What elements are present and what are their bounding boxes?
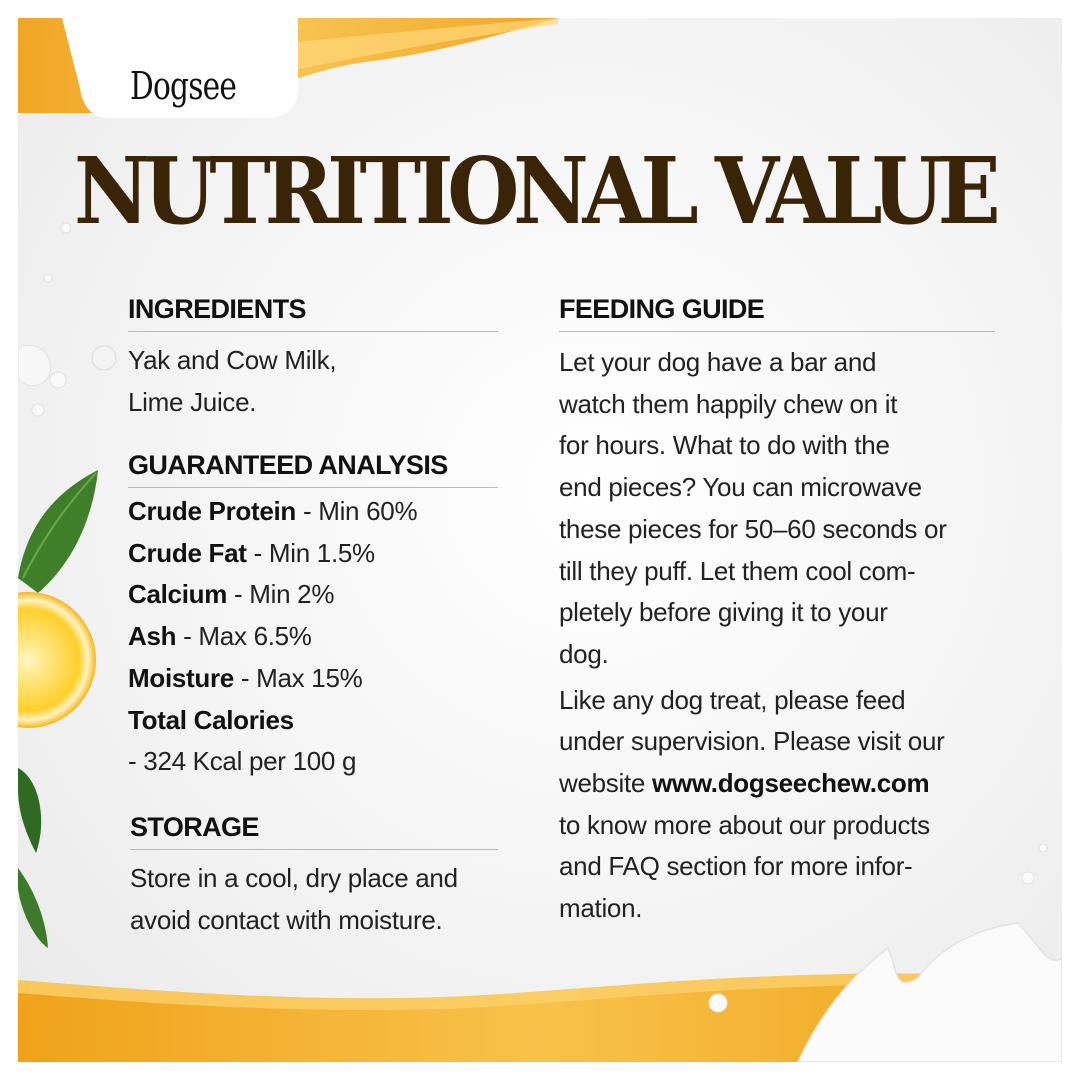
- feeding-line: pletely before giving it to your: [559, 597, 888, 628]
- feeding-line: watch them happily chew on it: [559, 388, 898, 419]
- analysis-label: Moisture: [128, 662, 234, 693]
- feeding-section: [559, 294, 995, 930]
- analysis-label: Crude Protein: [128, 496, 297, 526]
- storage-line: Store in a cool, dry place and: [130, 863, 458, 893]
- feeding-line: dog.: [559, 638, 609, 669]
- ingredients-text: [128, 340, 498, 423]
- feeding-line: end pieces? You can microwave: [559, 472, 922, 503]
- feeding-line: mation.: [559, 893, 643, 924]
- analysis-section: [128, 450, 498, 783]
- storage-section: [130, 812, 498, 941]
- ingredients-section: [128, 294, 498, 423]
- page-title: NUTRITIONAL VALUE: [74, 137, 995, 245]
- nutrition-card: [18, 18, 1062, 1062]
- analysis-value: - Min 2%: [227, 579, 335, 610]
- lemon-leaf-icon: [18, 470, 98, 593]
- analysis-value: - Min 60%: [296, 496, 418, 526]
- website-prefix: website: [559, 768, 652, 799]
- analysis-row: [128, 574, 498, 616]
- analysis-label: Crude Fat: [128, 537, 247, 568]
- calories-label: Total Calories: [128, 704, 294, 735]
- feeding-line: and FAQ section for more infor-: [559, 851, 913, 882]
- feeding-paragraph-1: [559, 342, 995, 676]
- analysis-row: [128, 616, 498, 658]
- analysis-value: - Max 15%: [233, 662, 363, 693]
- analysis-label: Calcium: [128, 579, 228, 610]
- feeding-line: [559, 763, 995, 805]
- analysis-row: [128, 533, 498, 575]
- analysis-value: - Min 1.5%: [246, 537, 375, 568]
- analysis-label: Ash: [128, 621, 177, 652]
- ingredients-line: Lime Juice.: [128, 386, 257, 417]
- feeding-line: these pieces for 50–60 seconds or: [559, 513, 947, 544]
- brand-logo: Dogsee: [130, 64, 237, 108]
- analysis-list: [128, 491, 498, 783]
- analysis-value: - Max 6.5%: [176, 621, 312, 652]
- feeding-line: Let your dog have a bar and: [559, 347, 877, 377]
- analysis-row: [128, 658, 498, 700]
- feeding-paragraph-2: [559, 680, 995, 930]
- analysis-row: [128, 491, 498, 533]
- calories-label-row: [128, 700, 498, 742]
- ingredients-heading: INGREDIENTS: [128, 294, 498, 332]
- feeding-line: to know more about our products: [559, 809, 930, 840]
- storage-text: [130, 858, 498, 941]
- calories-value: - 324 Kcal per 100 g: [128, 746, 357, 777]
- ingredients-line: Yak and Cow Milk,: [128, 345, 337, 375]
- analysis-heading: GUARANTEED ANALYSIS: [128, 450, 498, 488]
- feeding-line: under supervision. Please visit our: [559, 726, 945, 757]
- website-link[interactable]: www.dogseechew.com: [651, 768, 930, 799]
- feeding-line: Like any dog treat, please feed: [559, 684, 906, 715]
- feeding-line: for hours. What to do with the: [559, 430, 890, 461]
- storage-heading: STORAGE: [130, 812, 498, 850]
- storage-line: avoid contact with moisture.: [130, 904, 443, 935]
- feeding-line: till they puff. Let them cool com-: [559, 555, 916, 586]
- feeding-heading: FEEDING GUIDE: [559, 294, 995, 332]
